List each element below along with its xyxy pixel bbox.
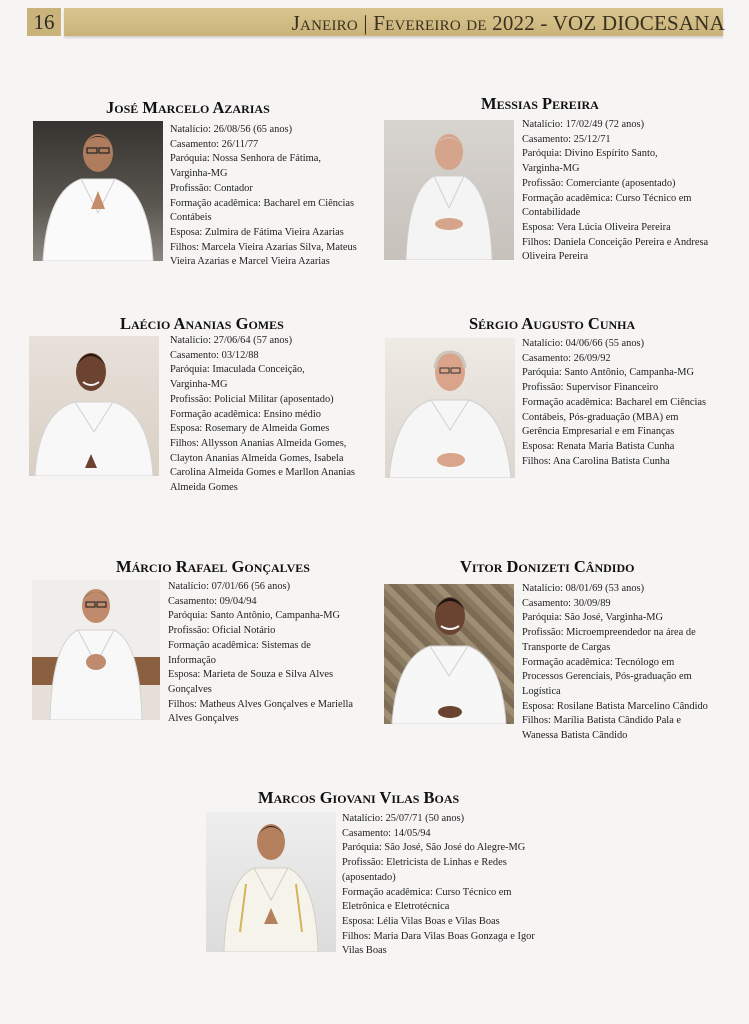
person-photo <box>385 338 515 478</box>
info-filhos-cont: Vieira Azarias e Marcel Vieira Azarias <box>170 256 330 268</box>
person-info <box>522 337 732 469</box>
person-figure <box>206 812 336 952</box>
person-figure <box>29 336 159 476</box>
info-natalicio: Natalício: 26/08/56 (65 anos) <box>170 124 293 135</box>
info-paroquia: Paróquia: Divino Espírito Santo, <box>522 148 658 160</box>
info-natalicio: Natalício: 27/06/64 (57 anos) <box>170 335 293 346</box>
info-formacao-cont: Informação <box>168 654 216 666</box>
info-formacao: Formação acadêmica: Bacharel em Ciências <box>522 396 707 408</box>
info-esposa-cont: Gonçalves <box>168 683 212 695</box>
person-photo <box>29 336 159 476</box>
info-profissao: Profissão: Oficial Notário <box>168 625 276 637</box>
info-formacao-cont: Contábeis <box>170 212 212 224</box>
person-photo <box>32 580 160 720</box>
info-profissao-cont: (aposentado) <box>342 871 396 883</box>
info-filhos: Filhos: Maria Dara Vilas Boas Gonzaga e Igor <box>342 930 535 942</box>
person-name: Laécio Ananias Gomes <box>120 314 284 333</box>
page-header <box>0 0 749 40</box>
info-casamento: Casamento: 09/04/94 <box>168 595 257 607</box>
info-esposa: Esposa: Rosilane Batista Marcelino Cândido <box>522 700 708 712</box>
info-formacao: Formação acadêmica: Sistemas de <box>168 639 311 651</box>
info-formacao: Formação acadêmica: Curso Técnico em <box>342 886 512 898</box>
info-filhos: Filhos: Ana Carolina Batista Cunha <box>522 455 670 467</box>
person-photo <box>206 812 336 952</box>
person-name: Marcos Giovani Vilas Boas <box>258 788 460 807</box>
header-title: Janeiro | Fevereiro de 2022 - VOZ DIOCESANA <box>291 11 725 35</box>
info-formacao: Formação acadêmica: Tecnólogo em <box>522 656 675 668</box>
info-paroquia-cont: Varginha-MG <box>170 379 228 391</box>
info-formacao: Formação acadêmica: Bacharel em Ciências <box>170 197 355 209</box>
person-name: José Marcelo Azarias <box>106 98 270 117</box>
info-filhos: Filhos: Allysson Ananias Almeida Gomes, <box>170 437 347 449</box>
person-figure <box>384 584 514 724</box>
info-filhos: Filhos: Daniela Conceição Pereira e Andresa <box>522 236 709 248</box>
info-paroquia: Paróquia: São José, Varginha-MG <box>522 612 664 624</box>
info-formacao-cont: Contábeis, Pós-graduação (MBA) em <box>522 411 679 423</box>
page-number: 16 <box>27 8 61 36</box>
person-info <box>342 812 562 959</box>
person-name: Messias Pereira <box>481 94 599 113</box>
info-esposa: Esposa: Rosemary de Almeida Gomes <box>170 423 330 435</box>
info-esposa: Esposa: Lélia Vilas Boas e Vilas Boas <box>342 915 500 927</box>
info-esposa: Esposa: Renata Maria Batista Cunha <box>522 440 675 452</box>
info-formacao: Formação acadêmica: Ensino médio <box>170 408 321 420</box>
info-formacao-cont: Gerência Empresarial e em Finanças <box>522 426 675 438</box>
info-filhos-cont: Wanessa Batista Cândido <box>522 730 628 742</box>
person-info <box>170 123 370 270</box>
info-paroquia-cont: Varginha-MG <box>170 168 228 180</box>
info-filhos: Filhos: Marília Batista Cândido Pala e <box>522 715 682 727</box>
info-filhos-cont: Vilas Boas <box>342 945 387 957</box>
person-info <box>170 334 370 496</box>
info-filhos-cont: Almeida Gomes <box>170 482 238 494</box>
person-photo <box>33 121 163 261</box>
info-profissao: Profissão: Eletricista de Linhas e Redes <box>342 857 507 869</box>
info-paroquia: Paróquia: São José, São José do Alegre-MG <box>342 842 526 854</box>
info-profissao: Profissão: Policial Militar (aposentado) <box>170 393 334 405</box>
info-natalicio: Natalício: 25/07/71 (50 anos) <box>342 813 465 824</box>
info-formacao-cont: Processos Gerenciais, Pós-graduação em <box>522 671 692 683</box>
info-formacao: Formação acadêmica: Curso Técnico em <box>522 192 692 204</box>
info-formacao-cont: Eletrônica e Eletrotécnica <box>342 901 450 913</box>
info-esposa: Esposa: Zulmira de Fátima Vieira Azarias <box>170 226 344 238</box>
info-casamento: Casamento: 25/12/71 <box>522 133 611 145</box>
info-filhos-cont: Clayton Ananias Almeida Gomes, Isabela <box>170 452 344 464</box>
info-natalicio: Natalício: 08/01/69 (53 anos) <box>522 583 645 594</box>
info-paroquia: Paróquia: Imaculada Conceição, <box>170 364 305 376</box>
info-profissao: Profissão: Comerciante (aposentado) <box>522 177 676 189</box>
person-name: Vitor Donizeti Cândido <box>460 557 635 576</box>
info-paroquia: Paróquia: Nossa Senhora de Fátima, <box>170 153 321 165</box>
person-info <box>522 118 732 265</box>
info-natalicio: Natalício: 17/02/49 (72 anos) <box>522 119 645 130</box>
info-casamento: Casamento: 14/05/94 <box>342 827 431 839</box>
info-profissao: Profissão: Microempreendedor na área de <box>522 627 696 639</box>
info-profissao: Profissão: Supervisor Financeiro <box>522 382 659 394</box>
info-filhos-cont: Alves Gonçalves <box>168 713 239 725</box>
person-name: Márcio Rafael Gonçalves <box>116 557 310 576</box>
info-filhos-cont: Oliveira Pereira <box>522 251 589 263</box>
info-filhos: Filhos: Matheus Alves Gonçalves e Mariella <box>168 698 353 710</box>
info-profissao: Profissão: Contador <box>170 182 253 194</box>
info-casamento: Casamento: 26/09/92 <box>522 352 611 364</box>
info-formacao-cont: Contabilidade <box>522 207 581 219</box>
person-name: Sérgio Augusto Cunha <box>469 314 636 333</box>
info-esposa: Esposa: Marieta de Souza e Silva Alves <box>168 669 334 681</box>
info-casamento: Casamento: 26/11/77 <box>170 138 259 150</box>
info-esposa: Esposa: Vera Lúcia Oliveira Pereira <box>522 221 671 233</box>
info-casamento: Casamento: 30/09/89 <box>522 597 611 609</box>
person-figure <box>385 338 515 478</box>
info-paroquia: Paróquia: Santo Antônio, Campanha-MG <box>522 367 695 379</box>
person-photo <box>384 584 514 724</box>
person-photo <box>384 120 514 260</box>
info-filhos-cont: Carolina Almeida Gomes e Marllon Ananias <box>170 467 355 479</box>
info-casamento: Casamento: 03/12/88 <box>170 349 259 361</box>
person-figure <box>32 580 160 720</box>
person-info <box>168 580 368 727</box>
info-natalicio: Natalício: 07/01/66 (56 anos) <box>168 581 291 592</box>
info-filhos: Filhos: Marcela Vieira Azarias Silva, Mateus <box>170 241 357 253</box>
person-figure <box>33 121 163 261</box>
info-formacao-cont: Logística <box>522 685 561 697</box>
info-paroquia: Paróquia: Santo Antônio, Campanha-MG <box>168 610 341 622</box>
info-paroquia-cont: Varginha-MG <box>522 163 580 175</box>
person-figure <box>384 120 514 260</box>
person-info <box>522 582 732 744</box>
info-natalicio: Natalício: 04/06/66 (55 anos) <box>522 338 645 349</box>
info-profissao-cont: Transporte de Cargas <box>522 641 611 653</box>
